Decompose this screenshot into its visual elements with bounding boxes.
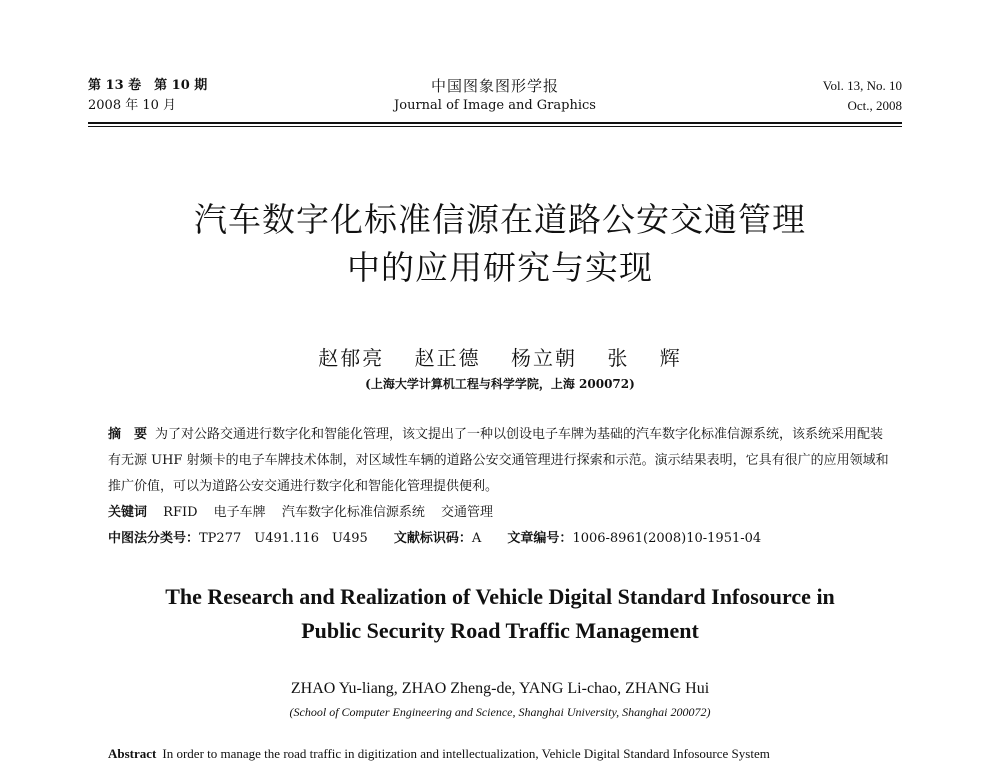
keyword-item: 汽车数字化标准信源系统 — [281, 505, 425, 520]
title-en-line1: The Research and Realization of Vehicle Digital Standard Infosource in — [165, 584, 835, 609]
header-rule-thin — [88, 126, 902, 127]
header-rule-thick — [88, 122, 902, 124]
keyword-item: 电子车牌 — [213, 505, 266, 520]
volume-issue-cn: 第 13 卷 第 10 期 — [88, 78, 208, 93]
title-en-line2: Public Security Road Traffic Management — [301, 618, 699, 643]
abstract-en-label: Abstract — [108, 746, 157, 761]
header-right — [823, 76, 902, 116]
journal-name-cn: 中国图象图形学报 — [430, 77, 559, 95]
abstract-cn — [108, 422, 892, 500]
authors-cn: 赵郁亮 赵正德 杨立朝 张 辉 — [318, 346, 682, 370]
keyword-item: RFID — [163, 505, 198, 520]
title-cn-line1: 汽车数字化标准信源在道路公安交通管理 — [194, 200, 806, 239]
journal-name-en: Journal of Image and Graphics — [394, 98, 596, 113]
article-no-label: 文章编号： — [507, 531, 573, 546]
abstract-en-text: In order to manage the road traffic in digitization and intellectualization, Vehicle Digital Standard Infosource System — [162, 746, 770, 761]
keywords-cn — [108, 500, 892, 526]
abstract-cn-label: 摘 要 — [108, 427, 148, 442]
journal-header — [88, 76, 902, 122]
authors-en: ZHAO Yu-liang, ZHAO Zheng-de, YANG Li-chao, ZHANG Hui — [290, 680, 710, 697]
volume-issue-en: Vol. 13, No. 10 — [822, 78, 902, 93]
date-cn: 2008 年 10 月 — [88, 98, 177, 113]
article-no-value: 1006-8961(2008)10-1951-04 — [572, 531, 762, 546]
classification-line — [108, 526, 892, 552]
affiliation-cn: (上海大学计算机工程与科学学院，上海 200072) — [365, 377, 635, 391]
doc-code-value: A — [471, 531, 482, 546]
keywords-cn-label: 关键词 — [108, 505, 148, 520]
clc-label: 中图法分类号： — [108, 531, 200, 546]
title-cn-line2: 中的应用研究与实现 — [347, 248, 653, 287]
paper-title-cn — [0, 196, 1000, 292]
clc-value: TP277 U491.116 U495 — [199, 531, 368, 546]
paper-title-en — [0, 580, 1000, 648]
date-en: Oct., 2008 — [847, 98, 902, 113]
affiliation-en: (School of Computer Engineering and Science, Shanghai University, Shanghai 200072) — [289, 705, 711, 719]
abstract-cn-text: 为了对公路交通进行数字化和智能化管理，该文提出了一种以创设电子车牌为基础的汽车数字化标准信源系统，该系统采用配装有无源 UHF 射频卡的电子车牌技术体制，对区域性车辆的道路公安交通管理进行探索和示范。演示结果表明，它具有很广的应用领域和推广价值，可以为道路公安交通进行数字化和智能化管理提供便利。 — [108, 427, 889, 494]
abstract-cn-block — [108, 422, 892, 552]
keyword-item: 交通管理 — [440, 505, 493, 520]
doc-code-label: 文献标识码： — [393, 531, 472, 546]
header-center — [88, 76, 902, 116]
